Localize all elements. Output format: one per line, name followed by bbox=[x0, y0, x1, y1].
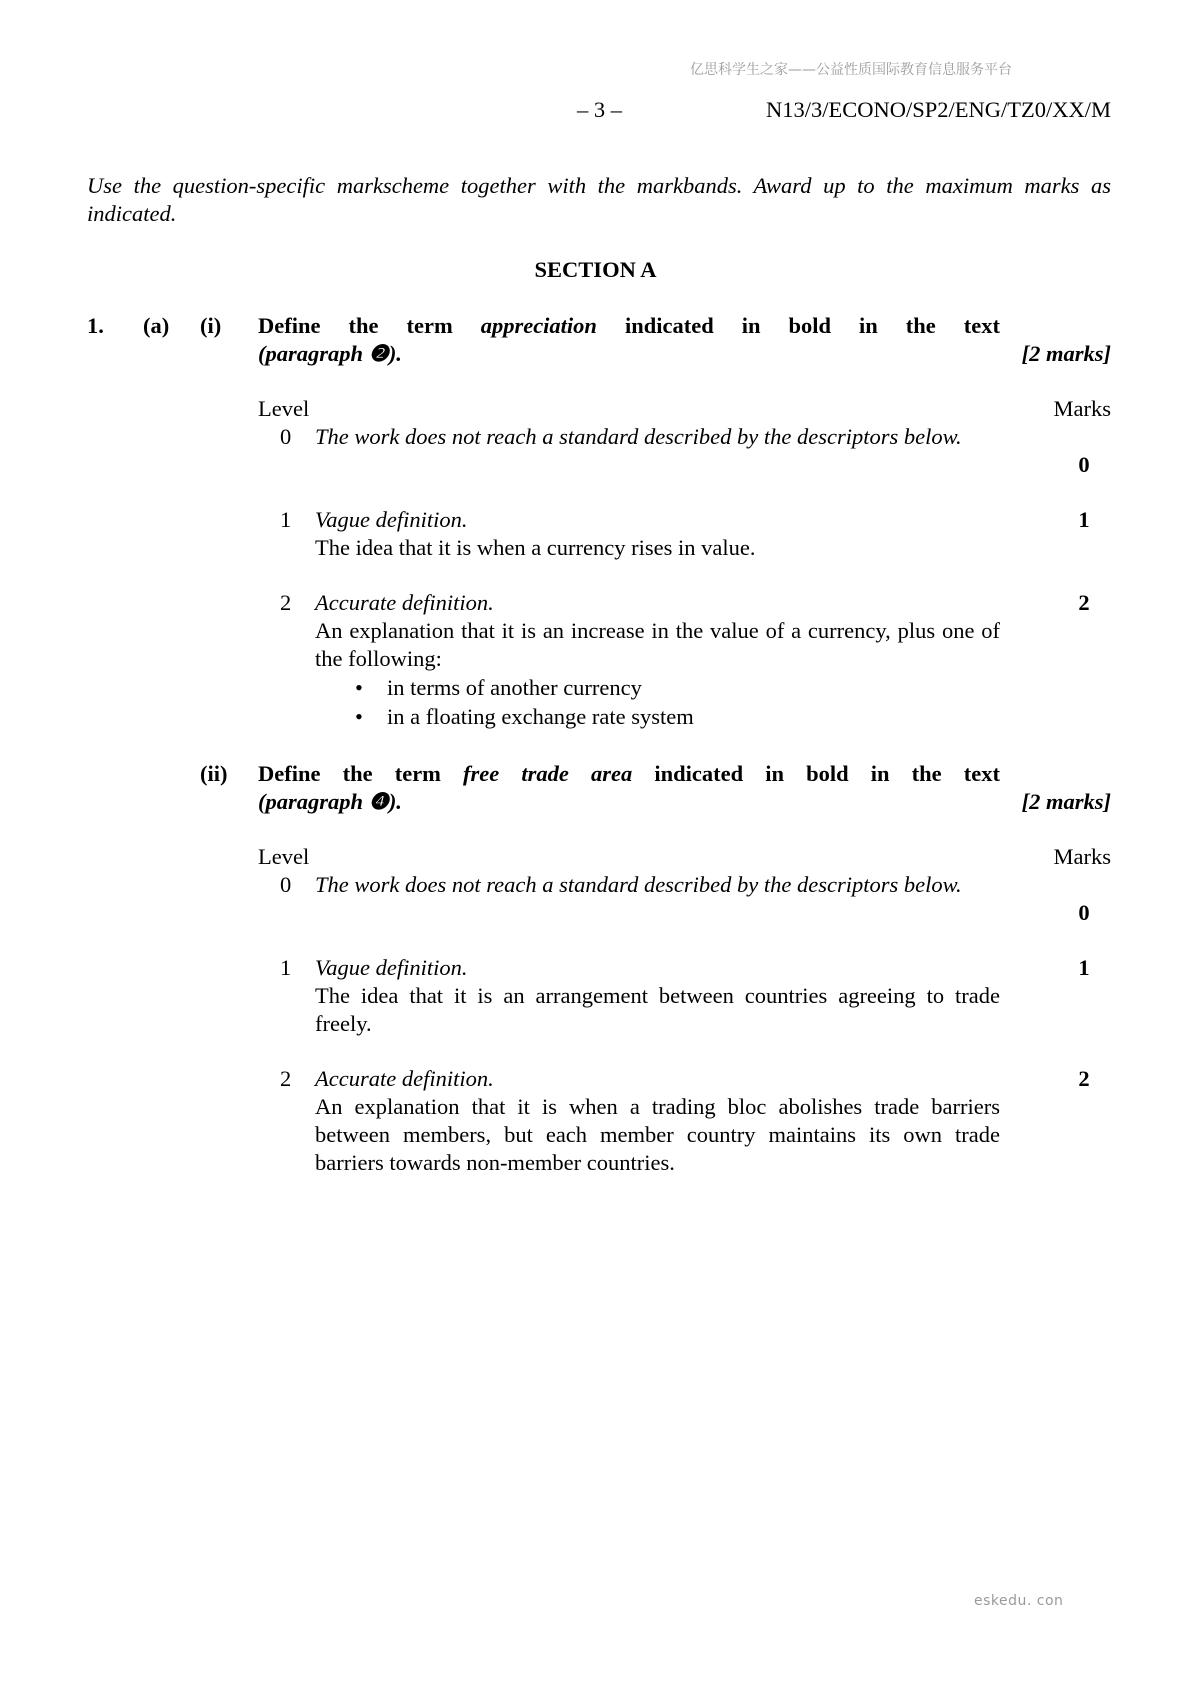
prompt-pre: Define the term bbox=[258, 313, 481, 338]
level-descriptor: Accurate definition. bbox=[315, 1066, 494, 1091]
level-number: 0 bbox=[280, 872, 292, 897]
page-number: – 3 – bbox=[577, 97, 622, 122]
prompt-pre: Define the term bbox=[258, 761, 464, 786]
level-number: 0 bbox=[280, 424, 292, 449]
prompt-term: free trade area bbox=[463, 761, 633, 786]
watermark-bottom: eskedu. con bbox=[974, 1593, 1064, 1609]
prompt-post: indicated in bold in the text bbox=[596, 313, 1001, 338]
level-descriptor: Vague definition. bbox=[315, 507, 468, 532]
marks-available: [2 marks] bbox=[1021, 789, 1111, 814]
marks-header: Marks bbox=[1053, 844, 1111, 869]
level-mark: 2 bbox=[1078, 590, 1090, 615]
level-detail: An explanation that it is when a trading bloc abolishes trade barriers between members, but each member country maintains its own trade barriers towards non-member countries. bbox=[315, 1094, 1000, 1175]
question-number: 1. bbox=[87, 313, 104, 338]
bullet-list bbox=[315, 674, 1000, 732]
paragraph-reference: (paragraph ❷). bbox=[258, 341, 402, 366]
level-mark: 0 bbox=[1078, 452, 1090, 477]
paragraph-reference: (paragraph ❹). bbox=[258, 789, 402, 814]
level-descriptor: Vague definition. bbox=[315, 955, 468, 980]
level-detail: The idea that it is when a currency rises in value. bbox=[315, 535, 756, 560]
level-mark: 0 bbox=[1078, 900, 1090, 925]
level-mark: 1 bbox=[1078, 507, 1090, 532]
bullet-item: • in terms of another currency bbox=[315, 674, 1000, 703]
document-code: N13/3/ECONO/SP2/ENG/TZ0/XX/M bbox=[765, 97, 1111, 122]
level-mark: 1 bbox=[1078, 955, 1090, 980]
level-descriptor: Accurate definition. bbox=[315, 590, 494, 615]
level-descriptor: The work does not reach a standard described by the descriptors below. bbox=[315, 872, 962, 897]
subpart-label: (ii) bbox=[200, 761, 228, 786]
level-detail: The idea that it is an arrangement between countries agreeing to trade freely. bbox=[315, 983, 1000, 1036]
level-header: Level bbox=[258, 396, 310, 421]
level-header: Level bbox=[258, 844, 310, 869]
marks-header: Marks bbox=[1053, 396, 1111, 421]
prompt-term: appreciation bbox=[480, 313, 597, 338]
level-number: 1 bbox=[280, 507, 292, 532]
level-detail: An explanation that it is an increase in the value of a currency, plus one of the following: bbox=[315, 618, 1000, 671]
prompt-post: indicated in bold in the text bbox=[632, 761, 1000, 786]
subpart-label: (i) bbox=[200, 313, 222, 338]
level-descriptor: The work does not reach a standard described by the descriptors below. bbox=[315, 424, 962, 449]
watermark-top: 亿思科学生之家——公益性质国际教育信息服务平台 bbox=[690, 62, 1012, 78]
question-prompt bbox=[258, 760, 1000, 788]
section-title: SECTION A bbox=[534, 257, 657, 282]
instructions: Use the question-specific markscheme together with the markbands. Award up to the maximum marks as indicated. bbox=[87, 173, 1111, 226]
level-number: 1 bbox=[280, 955, 292, 980]
level-number: 2 bbox=[280, 590, 292, 615]
bullet-item: • in a floating exchange rate system bbox=[315, 703, 1000, 732]
level-number: 2 bbox=[280, 1066, 292, 1091]
question-part: (a) bbox=[143, 313, 170, 338]
marks-available: [2 marks] bbox=[1021, 341, 1111, 366]
level-mark: 2 bbox=[1078, 1066, 1090, 1091]
question-prompt bbox=[258, 312, 1000, 340]
